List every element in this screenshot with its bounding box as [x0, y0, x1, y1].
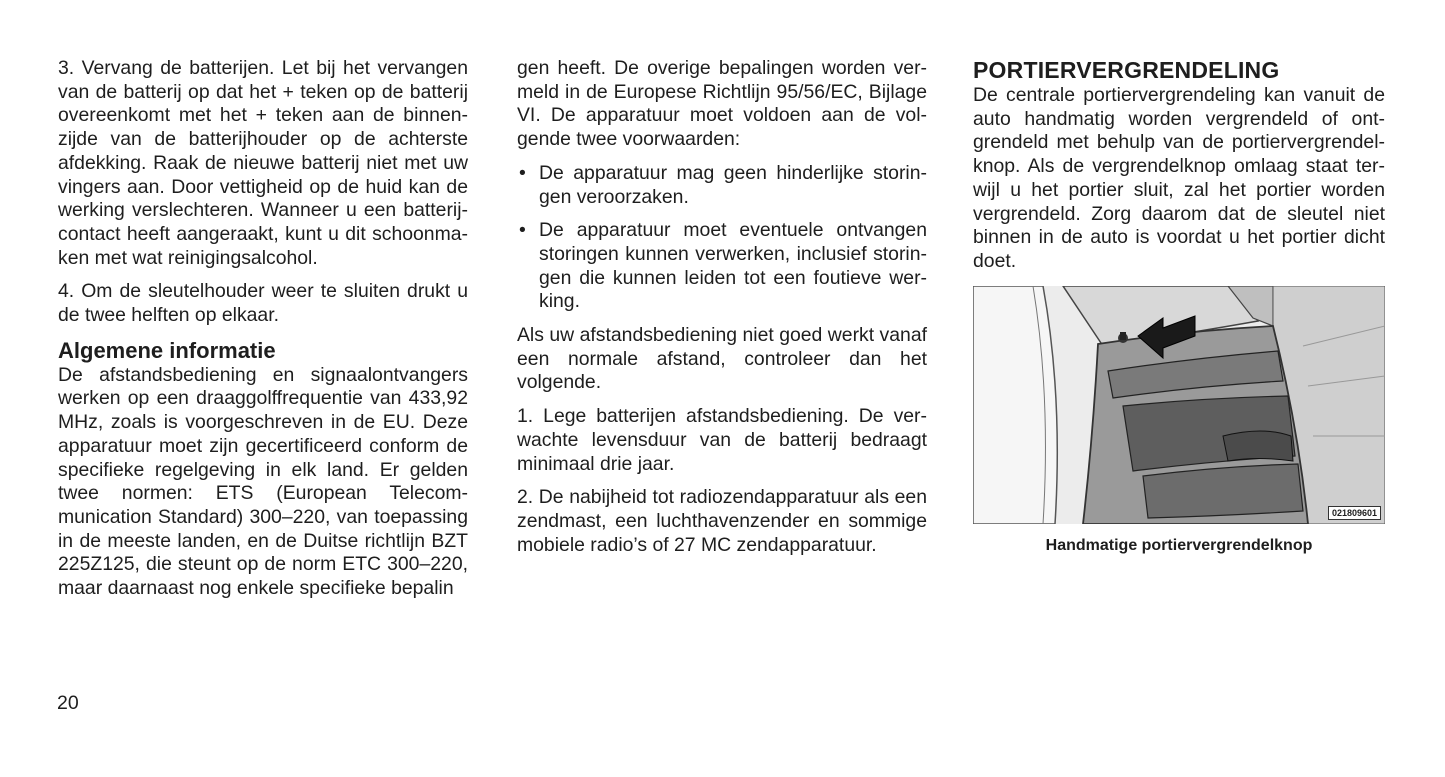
paragraph-empty-batteries: 1. Lege batterijen afstandsbediening. De verwachte levensduur van de batterij bedraagt minimaal drie jaar. — [517, 405, 927, 475]
section-heading-general-info: Algemene informatie — [58, 337, 276, 363]
paragraph-radio-proximity: 2. De nabijheid tot radiozendapparatuur als een zendmast, een luchthavenzender en sommige mobiele radio’s of 27 MC zendapparatuur. — [517, 486, 927, 556]
paragraph-regulations: gen heeft. De overige bepalingen worden vermeld in de Europese Richtlijn 95/56/EC, Bijlage VI. De apparatuur moet voldoen aan de volgende twee voorwaarden: — [517, 57, 927, 151]
paragraph-replace-batteries: 3. Vervang de batterijen. Let bij het vervangen van de batterij op dat het + teken op de batterij overeenkomt met het + teken aan de binnenzijde van de batterijhouder op de achterste afdekking. Raak de nieuwe batterij niet met uw vingers aan. Door vettigheid op de huid kan de werking verslechteren. Wanneer u een batterijcontact heeft aangeraakt, kunt u dit schoonmaken met wat reinigingsalcohol. — [58, 57, 468, 269]
column-middle — [517, 57, 927, 567]
bullet-icon: • — [519, 219, 526, 242]
paragraph-door-locks: De centrale portiervergrendeling kan vanuit de auto handmatig worden vergrendeld of ontgrendeld met behulp van de portiervergrendelknop. Als de vergrendelknop omlaag staat terwijl u het portier sluit, zal het portier worden vergrendeld. Zorg daarom dat de sleutel niet binnen in de auto is voordat u het portier dicht doet. — [973, 84, 1385, 272]
paragraph-general-info: De afstandsbediening en signaalontvangers werken op een draaggolffrequentie van 433,92 MHz, zoals is voorgeschreven in de EU. Deze apparatuur moet zijn gecertificeerd conform de specifieke regelgeving in elk land. Er gelden twee normen: ETS (European Telecommunication Standard) 300–220, van toepassing in de meeste landen, en de Duitse richtlijn BZT 225Z125, die steunt op de norm ETC 300–220, maar daarnaast nog enkele specifieke bepalin — [58, 363, 468, 600]
figure-code: 021809601 — [1328, 506, 1381, 520]
list-item-text: De apparatuur moet eventuele ontvangen storingen kunnen verwerken, inclusief storingen die kunnen leiden tot een foutieve werking. — [539, 219, 927, 313]
bullet-icon: • — [519, 161, 526, 184]
figure-caption: Handmatige portiervergrendelknop — [1045, 536, 1313, 554]
paragraph-troubleshoot-intro: Als uw afstandsbediening niet goed werkt vanaf een normale afstand, controleer dan het volgende. — [517, 324, 927, 394]
column-right — [973, 57, 1385, 555]
conditions-list — [517, 162, 927, 314]
car-door-illustration — [973, 286, 1385, 524]
column-left — [58, 57, 468, 611]
list-item — [517, 162, 927, 209]
list-item-text: De apparatuur mag geen hinderlijke storingen veroorzaken. — [539, 161, 927, 208]
page-number: 20 — [57, 692, 79, 714]
paragraph-close-key-holder: 4. Om de sleutelhouder weer te sluiten drukt u de twee helften op elkaar. — [58, 280, 468, 327]
section-heading-door-locks: PORTIERVERGRENDELING — [973, 57, 1280, 83]
door-lock-figure — [973, 286, 1385, 524]
list-item — [517, 219, 927, 314]
